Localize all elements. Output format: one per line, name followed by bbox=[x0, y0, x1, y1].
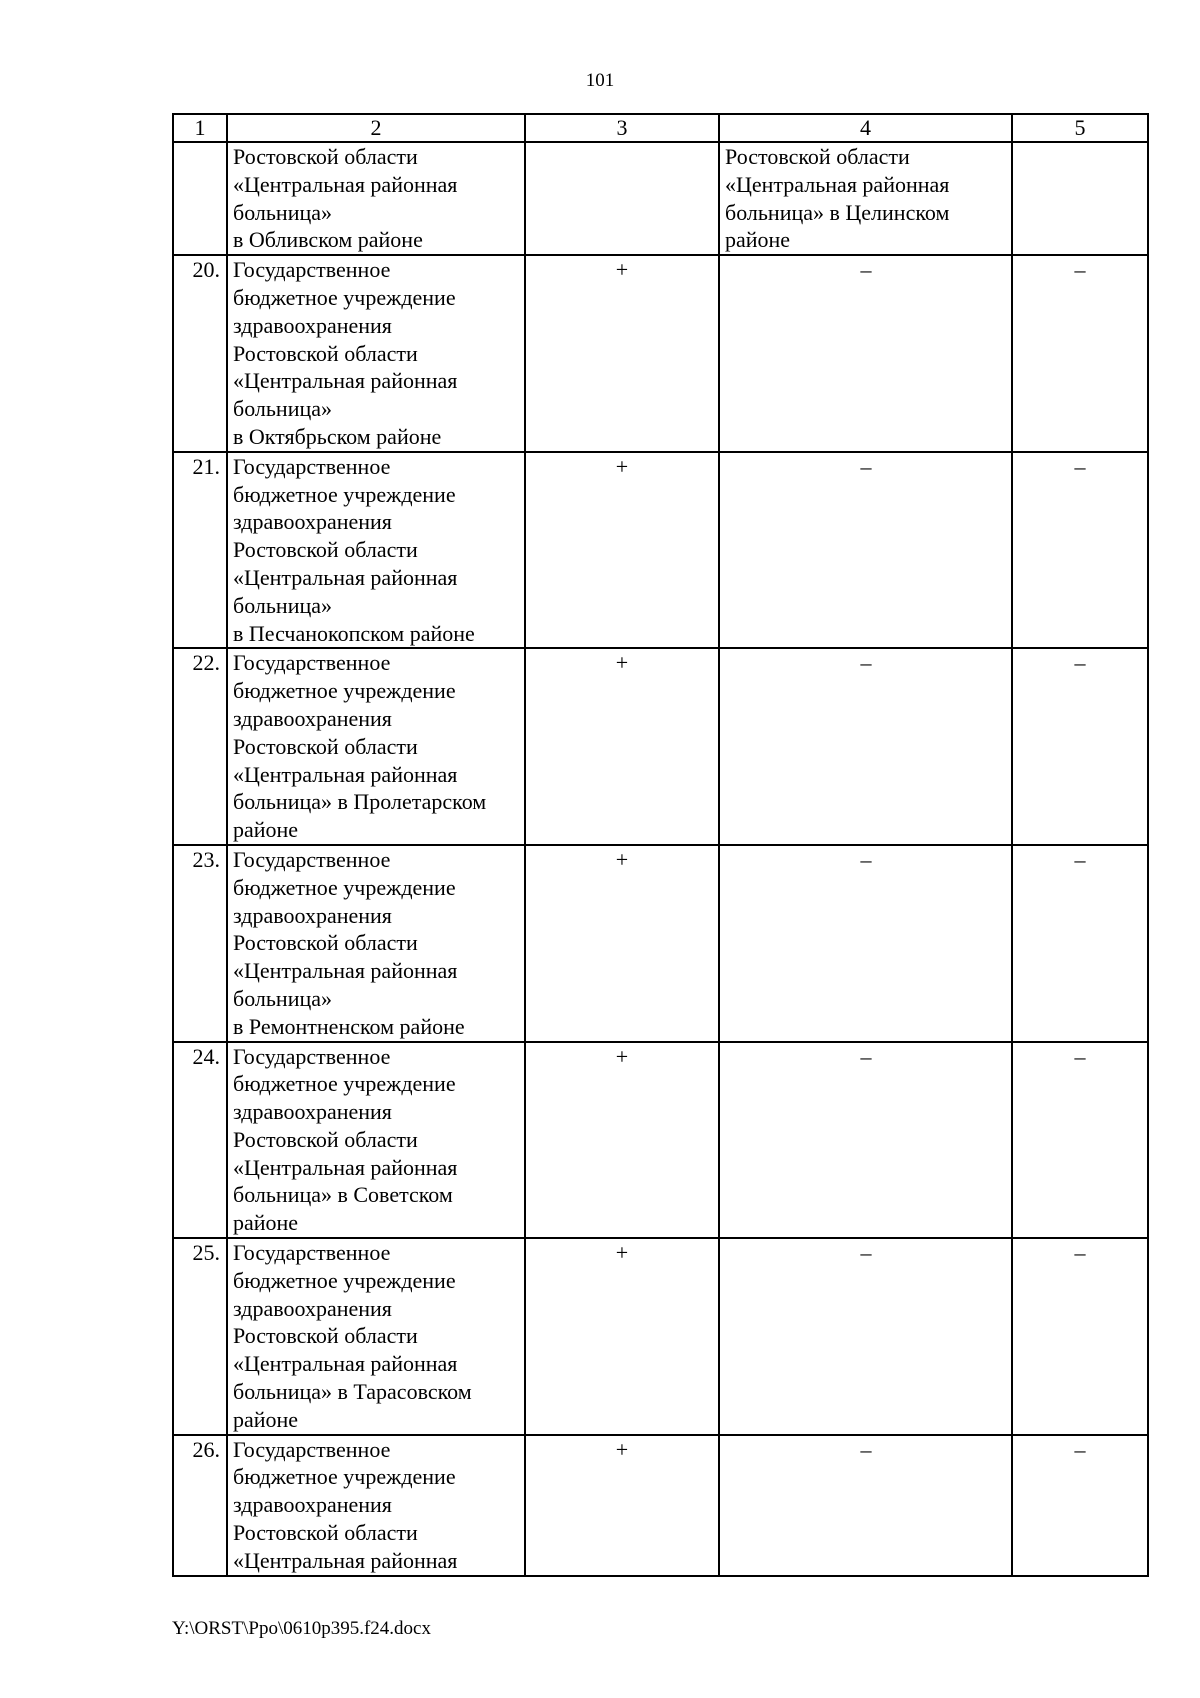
column-4-cell bbox=[719, 452, 1012, 649]
column-5-cell: – bbox=[1012, 255, 1148, 452]
institution-name-line: «Центральная районная bbox=[233, 564, 458, 590]
column-5-cell: – bbox=[1012, 845, 1148, 1042]
column-4-cell bbox=[719, 648, 1012, 845]
institution-name-line: «Центральная районная bbox=[233, 1154, 458, 1180]
table-row bbox=[173, 452, 1148, 649]
column-5-cell bbox=[1012, 142, 1148, 255]
column-4-line: – bbox=[860, 1436, 872, 1462]
column-4-line: – bbox=[860, 650, 872, 676]
table-row bbox=[173, 845, 1148, 1042]
institution-name-line: районе bbox=[233, 817, 299, 843]
institution-name-cell bbox=[227, 1042, 525, 1239]
institution-name-line: «Центральная районная bbox=[233, 1547, 458, 1573]
institution-name-line: Государственное bbox=[233, 453, 391, 479]
column-3-cell bbox=[525, 142, 719, 255]
institution-name-line: здравоохранения bbox=[233, 1492, 392, 1518]
institution-name-line: бюджетное учреждение bbox=[233, 284, 456, 310]
institution-name-line: «Центральная районная bbox=[233, 171, 458, 197]
table-row bbox=[173, 255, 1148, 452]
institution-name-line: Государственное bbox=[233, 846, 391, 872]
institution-name-line: здравоохранения bbox=[233, 312, 392, 338]
institution-name-line: Ростовской области bbox=[233, 1323, 418, 1349]
row-number: 25. bbox=[173, 1238, 227, 1435]
row-number: 23. bbox=[173, 845, 227, 1042]
column-4-line: больница» в Целинском bbox=[725, 199, 950, 225]
column-3-cell: + bbox=[525, 452, 719, 649]
institution-name-line: больница» bbox=[233, 592, 332, 618]
institution-name-line: бюджетное учреждение bbox=[233, 874, 456, 900]
column-3-cell: + bbox=[525, 648, 719, 845]
column-4-cell bbox=[719, 1238, 1012, 1435]
institution-name-line: в Обливском районе bbox=[233, 227, 423, 253]
institution-name-line: здравоохранения bbox=[233, 902, 392, 928]
institution-name-line: больница» в Советском bbox=[233, 1182, 453, 1208]
column-3-cell: + bbox=[525, 845, 719, 1042]
institution-name-line: «Центральная районная bbox=[233, 761, 458, 787]
column-3-cell: + bbox=[525, 1435, 719, 1576]
institution-name-line: Ростовской области bbox=[233, 340, 418, 366]
row-number: 26. bbox=[173, 1435, 227, 1576]
column-3-cell: + bbox=[525, 1238, 719, 1435]
table-row bbox=[173, 1435, 1148, 1576]
table-header-row bbox=[173, 114, 1148, 142]
institution-name-cell bbox=[227, 255, 525, 452]
column-5-cell: – bbox=[1012, 1435, 1148, 1576]
footer-file-path: Y:\ORST\Ppo\0610p395.f24.docx bbox=[172, 1618, 431, 1639]
institution-name-line: Ростовской области bbox=[233, 1520, 418, 1546]
institution-name-cell bbox=[227, 845, 525, 1042]
institution-name-line: «Центральная районная bbox=[233, 368, 458, 394]
row-number: 20. bbox=[173, 255, 227, 452]
institution-name-line: в Октябрьском районе bbox=[233, 423, 442, 449]
column-4-cell bbox=[719, 1042, 1012, 1239]
column-4-line: районе bbox=[725, 227, 791, 253]
row-number: 22. bbox=[173, 648, 227, 845]
institution-name-cell bbox=[227, 1238, 525, 1435]
column-5-cell: – bbox=[1012, 648, 1148, 845]
institution-name-cell bbox=[227, 1435, 525, 1576]
column-4-line: – bbox=[860, 453, 872, 479]
column-4-line: «Центральная районная bbox=[725, 171, 950, 197]
institution-name-line: Ростовской области bbox=[233, 537, 418, 563]
header-cell: 5 bbox=[1012, 114, 1148, 142]
column-4-cell bbox=[719, 142, 1012, 255]
column-4-cell bbox=[719, 1435, 1012, 1576]
institution-name-line: бюджетное учреждение bbox=[233, 1071, 456, 1097]
institution-name-line: бюджетное учреждение bbox=[233, 1267, 456, 1293]
table-row bbox=[173, 648, 1148, 845]
column-4-line: – bbox=[860, 1043, 872, 1069]
header-cell: 1 bbox=[173, 114, 227, 142]
institution-name-line: больница» bbox=[233, 396, 332, 422]
header-cell: 2 bbox=[227, 114, 525, 142]
institution-name-line: в Песчанокопском районе bbox=[233, 620, 475, 646]
column-4-line: – bbox=[860, 1240, 872, 1266]
table-row bbox=[173, 1042, 1148, 1239]
institution-name-cell bbox=[227, 452, 525, 649]
table-row bbox=[173, 1238, 1148, 1435]
column-4-cell bbox=[719, 845, 1012, 1042]
document-table bbox=[172, 113, 1149, 1577]
institution-name-line: Ростовской области bbox=[233, 733, 418, 759]
institution-name-line: Ростовской области bbox=[233, 1126, 418, 1152]
institution-name-cell bbox=[227, 648, 525, 845]
institution-name-line: Государственное bbox=[233, 1240, 391, 1266]
institution-name-line: «Центральная районная bbox=[233, 1351, 458, 1377]
institution-name-line: больница» в Тарасовском bbox=[233, 1379, 472, 1405]
institution-name-line: Государственное bbox=[233, 1043, 391, 1069]
column-3-cell: + bbox=[525, 255, 719, 452]
institution-name-line: в Ремонтненском районе bbox=[233, 1013, 465, 1039]
column-3-cell: + bbox=[525, 1042, 719, 1239]
institution-name-line: районе bbox=[233, 1210, 299, 1236]
institution-name-line: Государственное bbox=[233, 650, 391, 676]
institution-name-line: Государственное bbox=[233, 1436, 391, 1462]
institution-name-line: бюджетное учреждение bbox=[233, 678, 456, 704]
column-5-cell: – bbox=[1012, 1238, 1148, 1435]
column-5-cell: – bbox=[1012, 1042, 1148, 1239]
column-4-line: – bbox=[860, 257, 872, 283]
institution-name-line: здравоохранения bbox=[233, 1295, 392, 1321]
row-number: 21. bbox=[173, 452, 227, 649]
header-cell: 3 bbox=[525, 114, 719, 142]
column-4-cell bbox=[719, 255, 1012, 452]
institution-name-line: Ростовской области bbox=[233, 930, 418, 956]
institution-name-line: бюджетное учреждение bbox=[233, 1464, 456, 1490]
institution-name-line: больница» bbox=[233, 985, 332, 1011]
institution-name-line: здравоохранения bbox=[233, 1099, 392, 1125]
institution-name-line: больница» bbox=[233, 199, 332, 225]
table-row bbox=[173, 142, 1148, 255]
row-number: 24. bbox=[173, 1042, 227, 1239]
institution-name-line: больница» в Пролетарском bbox=[233, 789, 487, 815]
institution-name-line: Государственное bbox=[233, 257, 391, 283]
row-number bbox=[173, 142, 227, 255]
page-number: 101 bbox=[585, 70, 615, 91]
institution-name-line: «Центральная районная bbox=[233, 958, 458, 984]
institution-name-line: районе bbox=[233, 1406, 299, 1432]
institution-name-line: Ростовской области bbox=[233, 144, 418, 169]
header-cell: 4 bbox=[719, 114, 1012, 142]
institution-name-cell bbox=[227, 142, 525, 255]
institution-name-line: бюджетное учреждение bbox=[233, 481, 456, 507]
column-5-cell: – bbox=[1012, 452, 1148, 649]
column-4-line: Ростовской области bbox=[725, 144, 910, 169]
institution-name-line: здравоохранения bbox=[233, 705, 392, 731]
column-4-line: – bbox=[860, 846, 872, 872]
institution-name-line: здравоохранения bbox=[233, 509, 392, 535]
